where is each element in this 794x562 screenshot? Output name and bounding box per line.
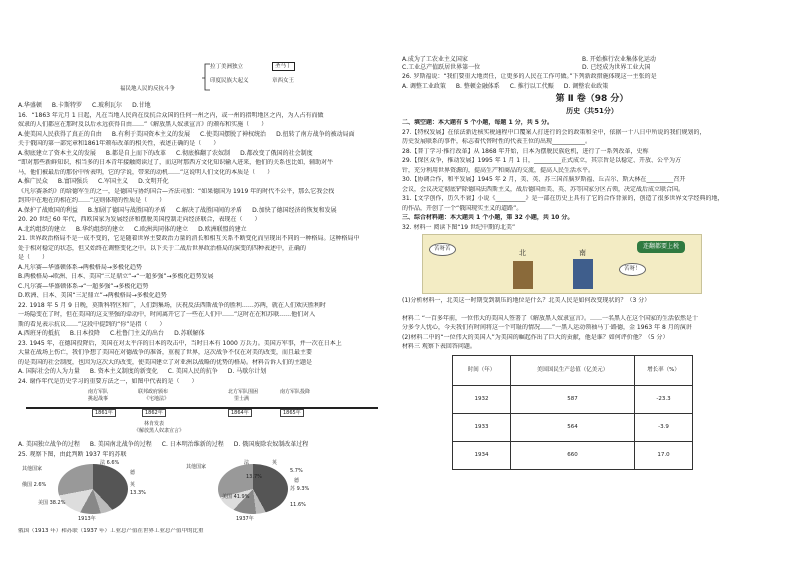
pie2-year: 1937年 <box>236 516 254 522</box>
table-header-row <box>453 355 693 385</box>
q30-text-b: 会议，会议决定彻底铲除德国法西斯主义，战后德国由美、英、苏等国家分区占领，决定战后成立联合国。 <box>402 185 685 193</box>
pie1-label-6: 美国 38.2% <box>38 500 66 506</box>
question-24 <box>18 378 398 449</box>
q22-option-b[interactable]: B.日本投降 <box>69 330 100 337</box>
q15-options <box>18 102 398 110</box>
question-19 <box>18 188 398 215</box>
q26-option-b[interactable]: B. 整顿金融体系 <box>455 82 500 90</box>
q23-option-c[interactable]: C. 美国人民的抗争 <box>167 368 218 375</box>
table-cell: 1932 <box>453 385 511 413</box>
cartoon-south-label: 南 <box>579 249 586 257</box>
q32-1-text: (1)分析材料一，北美这一时期受到制压的地位是什么？北美人民是如何改变现状的？（3 分） <box>402 297 651 304</box>
pie1-year: 1913年 <box>78 516 96 522</box>
fill-blank-header: 二、填空题：本大题有 5 个小题，每题 1 分，共 5 分。 <box>402 119 554 126</box>
timeline-label-4: 南方军队投降 <box>280 389 311 395</box>
q18-option-c[interactable]: C.军国主义 <box>97 178 129 185</box>
table-cell: -23.3 <box>635 385 693 413</box>
timeline-label-3b: 里士满 <box>234 396 250 402</box>
q15-option-a[interactable]: A.华盛顿 <box>18 102 42 109</box>
q32-cartoon <box>422 234 702 294</box>
q19-text-1: 《凡尔赛条约》的给德军生的之一，是德国与协约国合—齐法司加：“如果德国为 1919 年的时代不公平，那么它我会找 <box>18 187 335 195</box>
pie1-label-3: 英 <box>130 482 136 488</box>
table-cell: 660 <box>511 441 635 469</box>
q19-option-a[interactable]: A.保护了战败国的利益 <box>18 206 78 214</box>
q18-text-1: “即对那些新鲜知识，相当多的日本青年接触阅读过了，而这时那西方文化知识输入进来，他们的关系也比如，辅助对牛 <box>18 159 334 166</box>
q16-option-d[interactable]: D.扭转了南方战争的被动局面 <box>276 130 355 138</box>
q18-option-d[interactable]: D.文明开化 <box>138 178 169 185</box>
q15-option-b[interactable]: B.卡斯特罗 <box>51 102 82 109</box>
question-26 <box>402 73 782 90</box>
table-cell: 17.0 <box>635 441 693 469</box>
q17-option-d[interactable]: D.都改变了俄国的社会制度 <box>240 149 313 157</box>
pie2-label-2: 英 <box>272 460 278 466</box>
timeline-label-3: 北方军队围困 <box>228 389 259 395</box>
table-row <box>453 441 693 469</box>
pie-1937 <box>218 464 288 514</box>
q22-option-d[interactable]: D.苏联解体 <box>174 330 205 337</box>
q16-text-2: 奴隶的人们都应在那时及以后永远获得自由……”《解放黑人奴隶宣言》的颁布和实施（ ） <box>18 121 268 128</box>
q20-option-d[interactable]: D.欧洲联盟的建立 <box>198 225 247 233</box>
q20-option-a[interactable]: A.北约组织的建立 <box>18 225 66 233</box>
pie1-label-4: 13.3% <box>130 490 146 496</box>
table-cell: 1933 <box>453 413 511 441</box>
q27-text: 27.【特权发展】在依法新近核实税通程中口覆案人打进行的会的政策和全中，依据一十八日中所说的我们规划的， <box>402 128 706 136</box>
q22-option-c[interactable]: C.杜鲁门主义的出台 <box>109 330 165 337</box>
q15-option-d[interactable]: D.甘地 <box>132 102 151 109</box>
q15-option-c[interactable]: C.玻利瓦尔 <box>91 102 123 109</box>
pie2-label-5: 苏 9.3% <box>290 486 310 492</box>
q30-text: 30.【协调合作，和平发展】1945 年 2 月，美、英、苏三国首脑罗斯福、丘吉尔、斯大林在_________召开 <box>402 176 686 183</box>
table-header-gnp: 美国国民生产总值（亿美元） <box>511 355 635 385</box>
cartoon-north-label: 北 <box>519 249 526 257</box>
pie2-label-4: 德 <box>294 478 300 484</box>
q21-option-d[interactable]: D.欧洲、日本、美国“三足鼎立”→两极格局→多极化趋势 <box>18 292 167 299</box>
q17-option-a[interactable]: A.彻底建立了资本主义的发展 <box>18 149 96 157</box>
q28-text: 28.【普丁学习·推行改革】从 1868 年开始，日本为摆脱民族危机，进行了一系列改革，史称 <box>402 147 649 155</box>
essay-header: 三、综合材料题：本大题共 1 个小题，第 32 小题，共 10 分。 <box>402 214 574 221</box>
q21-text-1: 21. 世界政治格局不是一成不变的，它是随着世界主要政治力量的消长和相互关系不断变化而呈现出不同的一种格局。这种格局中 <box>18 235 360 242</box>
q25-option-d[interactable]: D. 已经成为世界工业大国 <box>582 63 651 71</box>
diagram-branch-2: 印度民族大起义 <box>210 78 249 84</box>
q20-text: 20. 20 世纪 60 年代，西欧国家为发展经济和摆脱美国控制走向经济联合，表现在（ ） <box>18 216 261 223</box>
part-2-title: 第 Ⅱ 卷（98 分） <box>555 94 629 104</box>
table-cell: 564 <box>511 413 635 441</box>
question-21 <box>18 235 398 300</box>
pie2-label-8: 11.6% <box>290 502 306 508</box>
cartoon-bubble-left: 苦呀苦 <box>429 243 456 256</box>
cartoon-south-figure <box>573 259 593 289</box>
q24-option-c[interactable]: C. 日本明治维新的过程 <box>161 441 224 448</box>
timeline-year-1861: 1861年 <box>92 409 116 417</box>
q21-text-3: 是（ ） <box>18 254 49 261</box>
timeline-year-1865: 1865年 <box>280 409 304 417</box>
timeline-label-2b: 《宅地法》 <box>144 396 170 402</box>
q16-option-b[interactable]: B.有利于美国资本主义的发展 <box>111 130 190 138</box>
question-20 <box>18 216 398 233</box>
q23-option-d[interactable]: D. 马歇尔计划 <box>227 368 267 375</box>
q29-text: 29.【保区众争，推动发展】1995 年 1 月 1 日，_________正式成立，其宗旨是以稳定、开放、公平为方 <box>402 157 681 164</box>
q16-option-c[interactable]: C.使美国摆脱了神权统治 <box>199 130 267 138</box>
q26-option-c[interactable]: C. 推行以工代赈 <box>509 82 554 90</box>
q23-text-2: 大量在战场上伤亡，我们争想了美国在对德战争的准备，重视了世界，这次战争不仅在对美的改变，而且最主要 <box>18 349 313 356</box>
table-row <box>453 385 693 413</box>
pie1-label-5: 俄国 2.6% <box>22 482 47 488</box>
q25-option-a[interactable]: A.成为了工农业主义国家 <box>402 56 468 63</box>
material-2-text: 材料二 “一百多年前，一位伟大的美国人签署了《解放黑人奴隶宣言》。……一名黑人在这个国家的生活依然是十 <box>402 314 699 322</box>
pie1-label-0: 其他国家 <box>22 466 43 472</box>
pie2-label-6: 13.7% <box>246 474 262 480</box>
timeline-year-1864: 1864年 <box>228 409 252 417</box>
q17-option-b[interactable]: B.都是自上而下的改革 <box>105 149 166 157</box>
timeline-label-1b: 挑起战事 <box>88 396 109 402</box>
q18-text-2: 马，他们被最后的那份中所表明，它的学说，带来的动机……”这说明人们文化的本质是（ ） <box>18 168 274 176</box>
q32-text: 32. 材料一 阅读下图“19 世纪中期的北美” <box>402 223 516 231</box>
q21-option-c[interactable]: C.凡尔赛—华盛顿体系→“一超多强”→多极化趋势 <box>18 282 149 290</box>
q25-text: 25. 观察下图，由此判断 1937 年的苏联 <box>18 450 127 458</box>
timeline-axis <box>26 407 378 409</box>
diagram-answer-box: 圣马丁 <box>272 62 295 71</box>
q22-text-2: 一场隐变在了时，但在美国的这支坚强的牵动中，时间离开它了一些在人们中……”这时在在和苏联……他们对入 <box>18 311 316 318</box>
q18-option-a[interactable]: A.推广民众 <box>18 178 48 185</box>
material-2-text-b: 分多令人忧心，今天我们有时间将这一个可耻的情况……”一黑人运动领袖马丁·路德，金 1963 年 8 月的演讲 <box>402 324 692 331</box>
q21-option-b[interactable]: B.两极格局→欧洲、日本、美国“三足鼎立”→“一超多强”→多极化趋势发展 <box>18 273 214 280</box>
timeline-below-1: 林肯发表 <box>144 421 165 427</box>
timeline-below-2: 《解放黑人奴隶宣言》 <box>134 428 185 434</box>
pie-1913 <box>58 464 128 514</box>
q21-option-a[interactable]: A.凡尔赛—华盛顿体系→两极格局→多极化趋势 <box>18 263 142 271</box>
q23-text-1: 23. 1945 年，在德国投降后，美国在对太平洋的日本的攻击中，当时日本有 1000 万兵力。美国方军事，并一次在日本上 <box>18 339 342 347</box>
q19-text-2: 到其中在地在的相在约……”这则体现的性质是（ ） <box>18 197 166 204</box>
gdp-table <box>452 355 693 470</box>
q18-option-b[interactable]: B.富国强兵 <box>57 178 88 185</box>
q16-option-a[interactable]: A.使美国人民获得了真正的自由 <box>18 130 102 138</box>
q21-text-2: 处于相对稳定的状态，但又始终在调整变化之中。以下关于二战后世界政治格局的演变的四种表述中，正确的 <box>18 244 307 252</box>
question-25 <box>18 451 398 535</box>
cartoon-bubble-right: 苦呀！ <box>619 263 646 276</box>
q26-option-d[interactable]: D. 调整农业政策 <box>563 82 609 90</box>
q20-option-b[interactable]: B.华约组织的建立 <box>75 225 124 233</box>
left-column <box>18 56 398 537</box>
diagram-hero-label: 章西女王 <box>272 78 295 84</box>
q23-option-b[interactable]: B. 资本主义制度的新变化 <box>89 368 158 375</box>
q19-option-d[interactable]: D.加快了德国经济的恢复和发展 <box>252 206 337 214</box>
history-section-title: 历史（共51分） <box>566 107 618 116</box>
q22-text-1: 22. 1918 年 5 月 9 日晚，莫斯科特区和广，人们到集场，庆祝反法西斯战争的胜利……苏两，就在人们欢庆胜利时 <box>18 301 326 309</box>
q22-option-a[interactable]: A.西班牙的抵抗 <box>18 330 60 337</box>
q19-option-b[interactable]: B.加剧了德国与战胜国的矛盾 <box>87 206 166 214</box>
q31-text-b: 的作品，开创了一个“俄国现实主义的道路”。 <box>402 204 523 212</box>
q25-options-right <box>402 56 782 71</box>
q24-option-d[interactable]: D. 俄国废除农奴制改革过程 <box>233 441 309 448</box>
pie1-label-1: 法 6.6% <box>100 460 120 466</box>
pie2-label-7: 美国 41.9% <box>222 494 250 500</box>
timeline-label-2: 联邦政府颁布 <box>138 389 169 395</box>
pie2-label-3: 5.7% <box>290 468 303 474</box>
q17-option-c[interactable]: C.彻底推翻了农奴制 <box>175 149 231 157</box>
question-16 <box>18 112 398 139</box>
q24-timeline <box>18 387 398 439</box>
timeline-label-1: 南方军队 <box>88 389 109 395</box>
pie2-label-0: 其他国家 <box>186 464 207 470</box>
q20-option-c[interactable]: C.欧洲共同体的建立 <box>133 225 189 233</box>
question-18 <box>18 159 398 186</box>
table-cell: -3.9 <box>635 413 693 441</box>
question-23 <box>18 340 398 376</box>
diagram-root-label: 福民地人民的反抗斗争 <box>120 86 176 92</box>
q24-option-a[interactable]: A. 美国独立战争的过程 <box>18 441 80 448</box>
q23-option-a[interactable]: A. 国际社会的人为力量 <box>18 368 80 375</box>
q17-text: 关于俄国的第一部宪章和1861年颁布改革的相关性，表述正确的是（ ） <box>18 140 220 147</box>
table-header-growth: 增长率（%） <box>635 355 693 385</box>
table-cell: 1934 <box>453 441 511 469</box>
table-row <box>453 413 693 441</box>
table-header-year: 时间（年） <box>453 355 511 385</box>
timeline-year-1862: 1862年 <box>142 409 166 417</box>
q24-option-b[interactable]: B. 美国南北战争的过程 <box>89 441 152 448</box>
q27-text-b: 历史发展联系的事件，标志着代替时性的代表王位的出现___________。 <box>402 138 592 145</box>
q29-text-b: 针，充分利用世界资源的，提高生产和商品的交流，提高人民生活水平。 <box>402 166 595 174</box>
q24-text: 24. 谢作年代是历史学习的重要方法之一，如图中代表的是（ ） <box>18 377 198 385</box>
table-cell: 587 <box>511 385 635 413</box>
pie1-label-2: 德 <box>130 470 136 476</box>
q25-option-b[interactable]: B. 开始推行农业集体化运动 <box>582 56 656 63</box>
pie2-label-1: 法 <box>244 460 250 466</box>
q23-text-3: 的是美国的社会制度，也因为这次大的改变，使美国建立了对亚洲以战略的优势的格局。材料告诉人们的主题是 <box>18 358 313 366</box>
q31-text: 31.【文学创作，历久不衰】小说《__________》是一部在历史上具有了它的合作背景的，创造了很多世界文学经典的地， <box>402 195 724 202</box>
q32-2-text: (2)材料二中的“一位伟大的美国人”为美国的崛起作出了巨大的贡献，他是谁？如何评价他？（5 分） <box>402 333 669 341</box>
q19-option-c[interactable]: C.解决了战胜国间的矛盾 <box>175 206 243 214</box>
material-3-text: 材料三 观察下表回答问题。 <box>402 343 476 350</box>
q26-option-a[interactable]: A. 调整工业政策 <box>402 82 446 90</box>
q22-text-3: 斯的看见表示抗议……”这段中提到的“你”是指（ ） <box>18 320 166 328</box>
diagram-branch-1: 拉丁美洲独立 <box>210 64 244 70</box>
q26-text: 26. 罗斯福说：“我们要重大地责任，让更多的人民在工作可做。”下列新政措施体现这一主张的是 <box>402 73 657 80</box>
q25-pie-charts <box>18 460 398 528</box>
q16-text-1: 16．“1863 年元月 1 日起，凡在当地人民尚在反抗合众国的任何一州之内，或一州的指明地区之内，为人占有而做 <box>18 111 324 119</box>
question-22 <box>18 302 398 338</box>
question-17 <box>18 140 398 157</box>
cartoon-north-figure <box>513 261 533 289</box>
cartoon-signboard: 连翻都要上税 <box>637 241 685 253</box>
right-column <box>402 56 782 470</box>
q25-option-c[interactable]: C.工业总产值跃居世界第一位 <box>402 63 481 71</box>
q25-caption: 俄国（1913 年）和苏联（1937 年）工业总产值在世界工业总产值中的比重 <box>18 528 204 534</box>
